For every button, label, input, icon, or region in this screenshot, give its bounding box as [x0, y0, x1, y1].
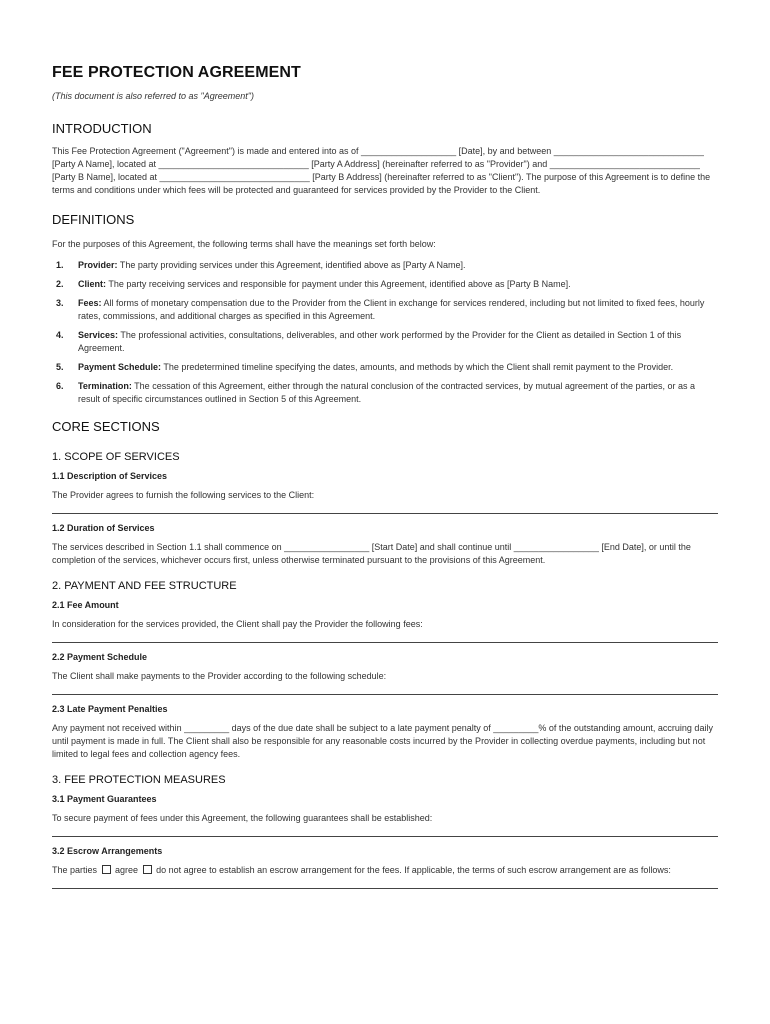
section-3-heading: 3. FEE PROTECTION MEASURES	[52, 774, 226, 786]
section-3-1-heading: 3.1 Payment Guarantees	[52, 794, 157, 804]
definition-term: Payment Schedule:	[78, 362, 162, 372]
section-3-2-text-pre: The parties	[52, 865, 100, 875]
definitions-list	[52, 259, 718, 406]
definition-item	[52, 278, 718, 291]
document-subtitle: (This document is also referred to as "Agreement")	[52, 91, 254, 101]
definition-text: All forms of monetary compensation due to the Provider from the Client in exchange for services rendered, including but not limited to fixed fees, hourly rates, commissions, and additional charges as specified in this Agreement.	[78, 298, 705, 321]
section-payment-and-fee-structure	[52, 580, 718, 761]
section-2-1-heading: 2.1 Fee Amount	[52, 600, 119, 610]
introduction-section	[52, 121, 718, 197]
definition-text: The professional activities, consultations, deliverables, and other work performed by the Provider for the Client as detailed in Section 1 of this Agreement.	[78, 330, 682, 353]
definition-item	[52, 297, 718, 323]
section-2-2-fill-line[interactable]	[52, 686, 718, 695]
section-3-2-heading: 3.2 Escrow Arrangements	[52, 846, 163, 856]
section-3-1-fill-line[interactable]	[52, 828, 718, 837]
section-1-1-text: The Provider agrees to furnish the following services to the Client:	[52, 490, 315, 500]
definition-number: 6.	[56, 381, 64, 391]
section-3-2-fill-line[interactable]	[52, 880, 718, 889]
definition-text: The predetermined timeline specifying the dates, amounts, and methods by which the Client shall remit payment to the Provider.	[161, 362, 674, 372]
section-3-2-text-post: do not agree to establish an escrow arrangement for the fees. If applicable, the terms of such escrow arrangement are as follows:	[153, 865, 671, 875]
section-3-2-text	[52, 864, 718, 877]
section-2-3-text: Any payment not received within _________ days of the due date shall be subject to a late payment penalty of _________% of the outstanding amount, accruing daily until payment is made in full. The Client shall also be responsible for any reasonable costs incurred by the Provider in collecting overdue payments, including but not limited to legal fees and collection agency fees.	[52, 723, 713, 759]
definitions-lead: For the purposes of this Agreement, the following terms shall have the meanings set forth below:	[52, 239, 436, 249]
definition-text: The party receiving services and responsible for payment under this Agreement, identified above as [Party B Name].	[106, 279, 571, 289]
section-2-2-text: The Client shall make payments to the Provider according to the following schedule:	[52, 671, 387, 681]
document-title: FEE PROTECTION AGREEMENT	[52, 64, 301, 81]
section-1-2-text: The services described in Section 1.1 shall commence on _________________ [Start Date] and shall continue until _________________ [End Date], or until the completion of the services, whichever occurs first, unless otherwise terminated pursuant to the provisions of this Agreement.	[52, 542, 691, 565]
section-1-heading: 1. SCOPE OF SERVICES	[52, 451, 180, 463]
definition-term: Services:	[78, 330, 119, 340]
definitions-heading: DEFINITIONS	[52, 212, 135, 227]
definition-number: 3.	[56, 298, 64, 308]
section-2-1-text: In consideration for the services provided, the Client shall pay the Provider the following fees:	[52, 619, 423, 629]
definition-item	[52, 329, 718, 355]
definition-term: Client:	[78, 279, 106, 289]
section-scope-of-services	[52, 451, 718, 567]
definition-term: Termination:	[78, 381, 132, 391]
definition-term: Fees:	[78, 298, 102, 308]
definition-text: The cessation of this Agreement, either through the natural conclusion of the contracted services, by mutual agreement of the parties, or as a result of specific circumstances outlined in Section 5 of this Agreement.	[78, 381, 695, 404]
definition-number: 5.	[56, 362, 64, 372]
section-2-1-fill-line[interactable]	[52, 634, 718, 643]
introduction-heading: INTRODUCTION	[52, 121, 152, 136]
core-sections	[52, 419, 718, 889]
definitions-section	[52, 212, 718, 406]
section-fee-protection-measures	[52, 774, 718, 889]
agree-checkbox[interactable]	[102, 865, 111, 874]
definition-text: The party providing services under this Agreement, identified above as [Party A Name].	[117, 260, 466, 270]
agree-option-label: agree	[112, 865, 141, 875]
definition-number: 1.	[56, 260, 64, 270]
definition-number: 2.	[56, 279, 64, 289]
section-3-1-text: To secure payment of fees under this Agreement, the following guarantees shall be established:	[52, 813, 433, 823]
section-2-heading: 2. PAYMENT AND FEE STRUCTURE	[52, 580, 237, 592]
section-1-1-fill-line[interactable]	[52, 505, 718, 514]
definition-term: Provider:	[78, 260, 118, 270]
definition-item	[52, 259, 718, 272]
definition-item	[52, 380, 718, 406]
section-2-3-heading: 2.3 Late Payment Penalties	[52, 704, 168, 714]
core-sections-heading: CORE SECTIONS	[52, 419, 160, 434]
document-body	[52, 64, 718, 889]
do-not-agree-checkbox[interactable]	[143, 865, 152, 874]
definition-item	[52, 361, 718, 374]
definition-number: 4.	[56, 330, 64, 340]
introduction-text: This Fee Protection Agreement ("Agreement") is made and entered into as of ___________________ [Date], by and between ______________________________ [Party A Name], located at ______________________________ [Party A Address] (hereinafter referred to as "Provider") and ______________________________ [Party B Name], located at ______________________________ [Party B Address] (hereinafter referred to as "Client"). The purpose of this Agreement is to define the terms and conditions under which fees will be protected and guaranteed for services provided by the Provider to the Client.	[52, 146, 711, 195]
section-1-1-heading: 1.1 Description of Services	[52, 471, 168, 481]
section-2-2-heading: 2.2 Payment Schedule	[52, 652, 148, 662]
section-1-2-heading: 1.2 Duration of Services	[52, 523, 155, 533]
